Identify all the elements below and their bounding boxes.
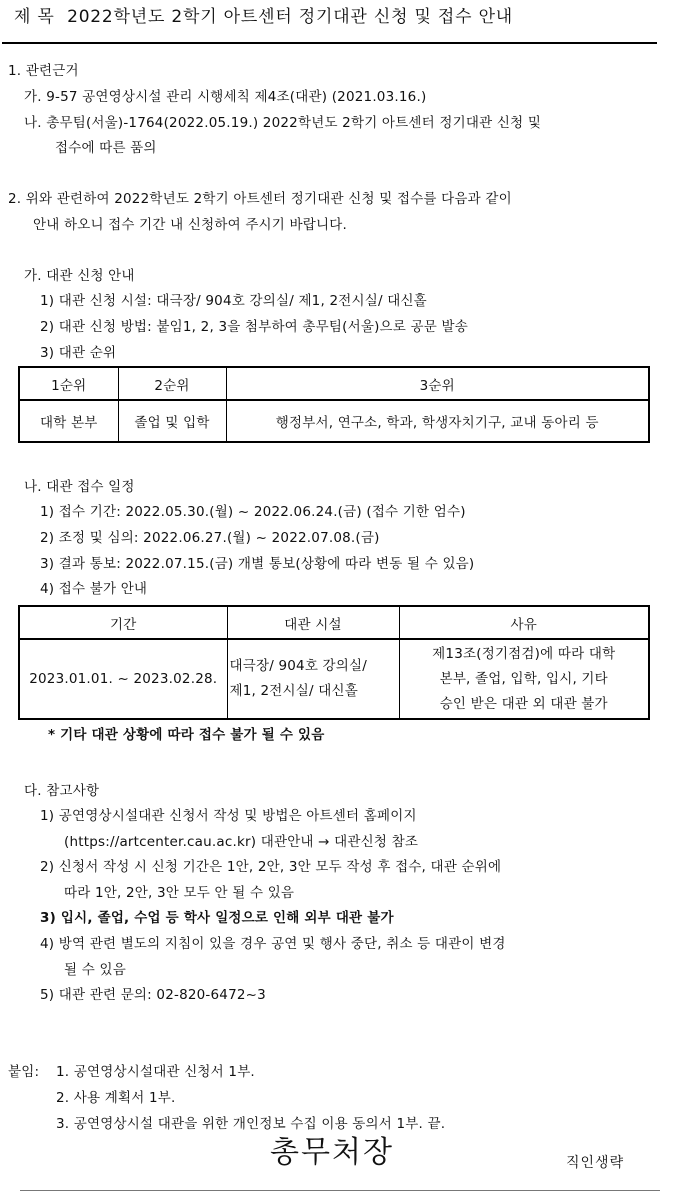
- section1-item-na-cont: 접수에 따른 품의: [55, 140, 157, 156]
- section1-heading: 1. 관련근거: [8, 63, 79, 79]
- reason-line: 제13조(정기점검)에 따라 대학: [432, 645, 616, 662]
- table-row: [19, 400, 649, 442]
- attachment-item-1: 1. 공연영상시설대관 신청서 1부.: [56, 1064, 255, 1080]
- part-na-item-2: 2) 조정 및 심의: 2022.06.27.(월) ~ 2022.07.08.(금): [40, 530, 380, 546]
- seal-omitted-note: 직인생략: [566, 1155, 625, 1171]
- priority-header-2: 2순위: [118, 367, 226, 400]
- attachments-label: 붙임:: [8, 1064, 40, 1080]
- part-ga-item-3: 3) 대관 순위: [40, 345, 117, 361]
- part-da-line-4-cont: 될 수 있음: [64, 962, 126, 978]
- part-da-line-2-cont: 따라 1안, 2안, 3안 모두 안 될 수 있음: [64, 885, 295, 901]
- part-ga-heading: 가. 대관 신청 안내: [24, 268, 135, 284]
- priority-header-3: 3순위: [226, 367, 649, 400]
- table-header-row: [19, 367, 649, 400]
- part-na-item-4: 4) 접수 불가 안내: [40, 581, 148, 597]
- part-da-line-2: 2) 신청서 작성 시 신청 기간은 1안, 2안, 3안 모두 작성 후 접수, 대관 순위에: [40, 859, 502, 875]
- priority-cell-2: 졸업 및 입학: [118, 400, 226, 442]
- closed-facility-cell: [227, 639, 399, 719]
- reason-line: 본부, 졸업, 입학, 입시, 기타: [439, 670, 608, 687]
- closed-reason-cell: [399, 639, 649, 719]
- closed-header-reason: 사유: [399, 606, 649, 639]
- title-divider: [2, 42, 657, 44]
- title-text: 2022학년도 2학기 아트센터 정기대관 신청 및 접수 안내: [67, 7, 514, 27]
- section2-intro: 2. 위와 관련하여 2022학년도 2학기 아트센터 정기대관 신청 및 접수를 다음과 같이: [8, 191, 512, 207]
- priority-cell-3: 행정부서, 연구소, 학과, 학생자치기구, 교내 동아리 등: [226, 400, 649, 442]
- signatory-title: 총무처장: [270, 1135, 394, 1170]
- part-da-line-1-cont: (https://artcenter.cau.ac.kr) 대관안내 → 대관신청 참조: [64, 834, 419, 850]
- priority-header-1: 1순위: [19, 367, 118, 400]
- document-title: [14, 8, 513, 26]
- part-da-line-3: 3) 입시, 졸업, 수업 등 학사 일정으로 인해 외부 대관 불가: [40, 910, 394, 926]
- closed-period-cell: 2023.01.01. ~ 2023.02.28.: [19, 639, 227, 719]
- closed-period-table: [18, 605, 650, 720]
- part-da-line-1: 1) 공연영상시설대관 신청서 작성 및 방법은 아트센터 홈페이지: [40, 808, 417, 824]
- closed-note: * 기타 대관 상황에 따라 접수 불가 될 수 있음: [48, 727, 325, 743]
- part-da-line-4: 4) 방역 관련 별도의 지침이 있을 경우 공연 및 행사 중단, 취소 등 대관이 변경: [40, 936, 506, 952]
- bottom-divider: [20, 1190, 660, 1191]
- table-header-row: [19, 606, 649, 639]
- priority-table: [18, 366, 650, 443]
- attachment-item-2: 2. 사용 계획서 1부.: [56, 1090, 176, 1106]
- table-row: [19, 639, 649, 719]
- part-na-item-1: 1) 접수 기간: 2022.05.30.(월) ~ 2022.06.24.(금) (접수 기한 엄수): [40, 504, 466, 520]
- part-ga-item-1: 1) 대관 신청 시설: 대극장/ 904호 강의실/ 제1, 2전시실/ 대신홀: [40, 293, 427, 309]
- part-na-heading: 나. 대관 접수 일정: [24, 479, 135, 495]
- priority-cell-1: 대학 본부: [19, 400, 118, 442]
- reason-line: 승인 받은 대관 외 대관 불가: [439, 695, 608, 712]
- facility-line: 대극장/ 904호 강의실/: [229, 658, 368, 674]
- part-ga-item-2: 2) 대관 신청 방법: 붙임1, 2, 3을 첨부하여 총무팀(서울)으로 공문 발송: [40, 319, 468, 335]
- attachment-item-3: 3. 공연영상시설 대관을 위한 개인정보 수집 이용 동의서 1부. 끝.: [56, 1116, 446, 1132]
- section2-intro-cont: 안내 하오니 접수 기간 내 신청하여 주시기 바랍니다.: [33, 217, 347, 233]
- part-na-item-3: 3) 결과 통보: 2022.07.15.(금) 개별 통보(상황에 따라 변동 될 수 있음): [40, 556, 475, 572]
- facility-line: 제1, 2전시실/ 대신홀: [229, 683, 358, 699]
- closed-header-period: 기간: [19, 606, 227, 639]
- section1-item-ga: 가. 9-57 공연영상시설 관리 시행세칙 제4조(대관) (2021.03.16.): [24, 89, 427, 105]
- title-label: 제 목: [14, 7, 55, 27]
- section1-item-na: 나. 총무팀(서울)-1764(2022.05.19.) 2022학년도 2학기 아트센터 정기대관 신청 및: [24, 115, 542, 131]
- part-da-heading: 다. 참고사항: [24, 783, 100, 799]
- closed-header-facility: 대관 시설: [227, 606, 399, 639]
- part-da-line-5: 5) 대관 관련 문의: 02-820-6472~3: [40, 987, 266, 1003]
